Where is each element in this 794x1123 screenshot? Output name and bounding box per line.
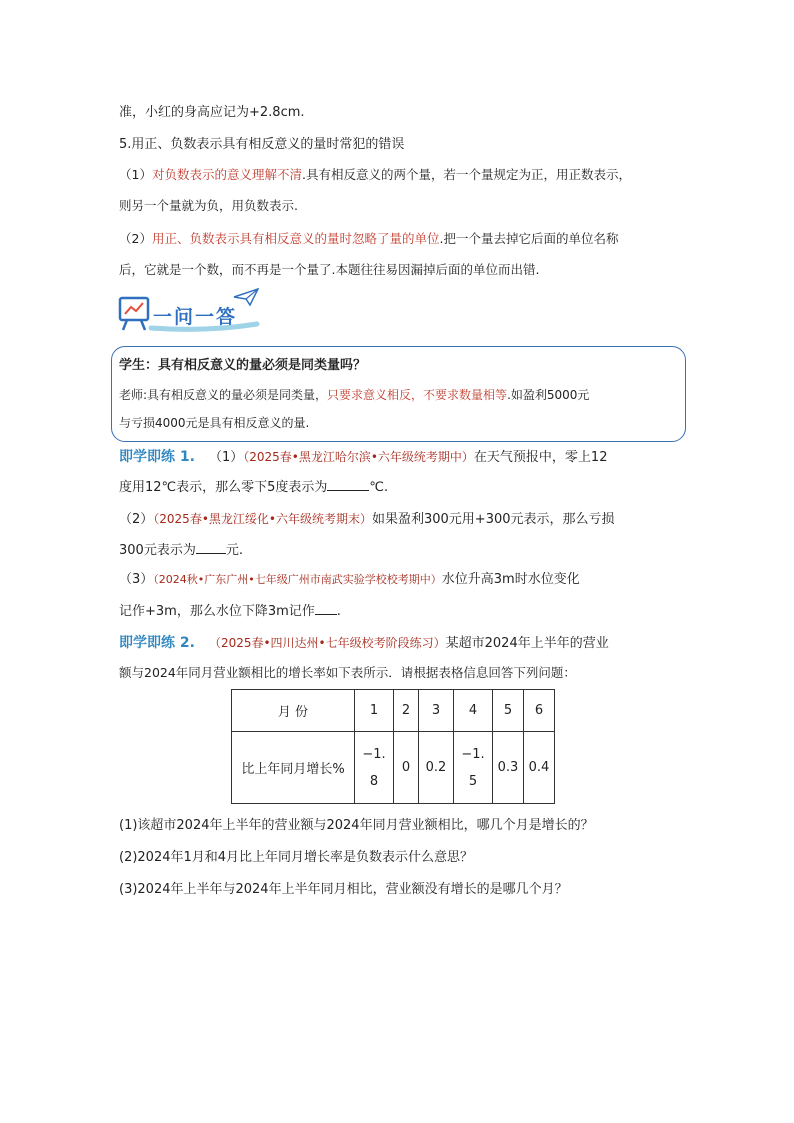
section5-item2-line2: 后，它就是一个数，而不再是一个量了.本题往往易因漏掉后面的单位而出错.	[119, 262, 540, 277]
month-cell: 5	[493, 690, 524, 732]
value-cell: −1. 8	[355, 732, 394, 804]
row-label: 比上年同月增长%	[232, 732, 355, 804]
value-cell: 0.3	[493, 732, 524, 804]
exercise2-line2: 额与2024年同月营业额相比的增长率如下表所示．请根据表格信息回答下列问题：	[119, 665, 576, 680]
exercise1-label: 即学即练 1.	[119, 449, 195, 465]
exercise1-line1: 即学即练 1. （1）（2025春•黑龙江哈尔滨•六年级统考期中）在天气预报中，零上12	[119, 449, 608, 465]
question-3: (3)2024年上半年与2024年上半年同月相比，营业额没有增长的是哪几个月？	[119, 882, 568, 897]
qa-teacher: 老师:具有相反意义的量必须是同类量，只要求意义相反，不要求数量相等.如盈利5000元	[119, 388, 590, 402]
header-label: 月 份	[232, 690, 355, 732]
exercise1-p2-line2: 300元表示为 元.	[119, 543, 243, 558]
teacher-highlight: 只要求意义相反，不要求数量相等	[327, 388, 508, 402]
question-2: (2)2024年1月和4月比上年同月增长率是负数表示什么意思？	[119, 850, 474, 865]
banner-title: 一问一答	[153, 306, 238, 328]
growth-table	[231, 689, 555, 804]
value-cell: 0	[394, 732, 419, 804]
paper-plane-icon	[233, 288, 259, 306]
exercise1-p2-source: （2025春•黑龙江绥化•六年级统考期末）	[153, 512, 372, 526]
answer-blank	[315, 602, 337, 615]
value-cell: 0.4	[524, 732, 555, 804]
exercise1-p3-source: （2024秋•广东广州•七年级广州市南武实验学校校考期中）	[153, 573, 442, 586]
section5-item1: （1）对负数表示的意义理解不清.具有相反意义的两个量，若一个量规定为正，用正数表示，	[119, 167, 631, 182]
question-1: (1)该超市2024年上半年的营业额与2024年同月营业额相比，哪几个月是增长的？	[119, 818, 594, 833]
month-cell: 3	[419, 690, 454, 732]
answer-blank	[327, 478, 369, 491]
month-cell: 1	[355, 690, 394, 732]
exercise2-line1: 即学即练 2. （2025春•四川达州•七年级校考阶段练习）某超市2024年上半年的营业	[119, 635, 609, 651]
exercise1-p3: （3）（2024秋•广东广州•七年级广州市南武实验学校校考期中）水位升高3m时水位变化	[119, 572, 580, 587]
item2-highlight: 用正、负数表示具有相反意义的量时忽略了量的单位	[151, 231, 440, 246]
month-cell: 2	[394, 690, 419, 732]
table-row	[232, 732, 555, 804]
exercise1-p3-line2: 记作+3m，那么水位下降3m记作 .	[119, 604, 341, 619]
value-cell: 0.2	[419, 732, 454, 804]
exercise1-line2: 度用12℃表示，那么零下5度表示为 ℃.	[119, 480, 389, 495]
section5-heading: 5.用正、负数表示具有相反意义的量时常犯的错误	[119, 137, 405, 152]
exercise2-label: 即学即练 2.	[119, 635, 195, 651]
exercise1-p2: （2）（2025春•黑龙江绥化•六年级统考期末）如果盈利300元用+300元表示，那么亏损	[119, 512, 615, 527]
section5-item2: （2）用正、负数表示具有相反意义的量时忽略了量的单位.把一个量去掉它后面的单位名称	[119, 231, 619, 246]
qa-student: 学生：具有相反意义的量必须是同类量吗？	[119, 358, 367, 373]
month-cell: 4	[454, 690, 493, 732]
qa-teacher-line2: 与亏损4000元是具有相反意义的量.	[119, 416, 310, 430]
value-cell: −1. 5	[454, 732, 493, 804]
item1-highlight: 对负数表示的意义理解不清	[151, 167, 302, 182]
answer-blank	[196, 541, 226, 554]
qa-banner	[117, 288, 267, 338]
exercise2-source: （2025春•四川达州•七年级校考阶段练习）	[208, 636, 446, 650]
month-cell: 6	[524, 690, 555, 732]
table-header-row	[232, 690, 555, 732]
exercise1-p1-source: （2025春•黑龙江哈尔滨•六年级统考期中）	[243, 450, 474, 464]
intro-text: 准，小红的身高应记为+2.8cm.	[119, 105, 305, 120]
section5-item1-line2: 则另一个量就为负，用负数表示.	[119, 198, 298, 213]
